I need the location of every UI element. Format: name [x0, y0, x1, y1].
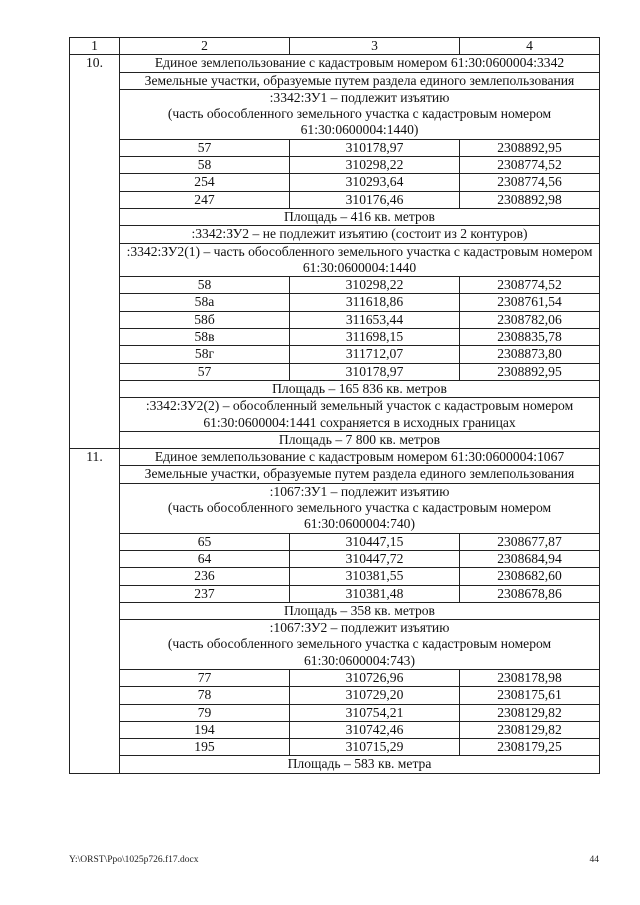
coordinate-y: 2308129,82	[460, 704, 600, 721]
description-row	[70, 243, 600, 277]
description-text: :3342:ЗУ2 – не подлежит изъятию (состоит из 2 контуров)	[120, 226, 600, 243]
description-row	[70, 431, 600, 448]
coordinate-x: 310715,29	[290, 739, 460, 756]
coordinate-y: 2308892,95	[460, 139, 600, 156]
description-row	[70, 380, 600, 397]
description-row	[70, 398, 600, 432]
coordinate-y: 2308873,80	[460, 346, 600, 363]
section-title-row	[70, 449, 600, 466]
coordinate-row	[70, 174, 600, 191]
coordinate-x: 310298,22	[290, 157, 460, 174]
point-number: 194	[120, 721, 290, 738]
description-row	[70, 72, 600, 89]
header-row	[70, 38, 600, 55]
coordinate-x: 310447,15	[290, 533, 460, 550]
coordinate-x: 311712,07	[290, 346, 460, 363]
coordinate-row	[70, 157, 600, 174]
coordinate-x: 310742,46	[290, 721, 460, 738]
point-number: 237	[120, 585, 290, 602]
section-title: Единое землепользование с кадастровым номером 61:30:0600004:3342	[120, 55, 600, 72]
coordinate-x: 310293,64	[290, 174, 460, 191]
point-number: 79	[120, 704, 290, 721]
header-col-3: 3	[290, 38, 460, 55]
coordinate-row	[70, 550, 600, 567]
coordinate-row	[70, 704, 600, 721]
coordinate-x: 310381,55	[290, 568, 460, 585]
point-number: 236	[120, 568, 290, 585]
description-row	[70, 89, 600, 139]
coordinate-row	[70, 585, 600, 602]
description-text: Земельные участки, образуемые путем раздела единого землепользования	[120, 72, 600, 89]
coordinate-y: 2308892,95	[460, 363, 600, 380]
coordinate-row	[70, 669, 600, 686]
description-row	[70, 466, 600, 483]
coordinate-x: 311698,15	[290, 329, 460, 346]
point-number: 247	[120, 191, 290, 208]
coordinates-table-body	[70, 38, 600, 774]
section-title: Единое землепользование с кадастровым номером 61:30:0600004:1067	[120, 449, 600, 466]
coordinate-y: 2308774,52	[460, 157, 600, 174]
description-row	[70, 620, 600, 670]
coordinate-x: 311653,44	[290, 311, 460, 328]
coordinate-x: 310754,21	[290, 704, 460, 721]
coordinate-y: 2308684,94	[460, 550, 600, 567]
coordinate-row	[70, 568, 600, 585]
section-number: 10.	[70, 55, 120, 449]
coordinate-y: 2308782,06	[460, 311, 600, 328]
coordinate-row	[70, 139, 600, 156]
description-row	[70, 756, 600, 773]
coordinate-x: 310178,97	[290, 139, 460, 156]
description-row	[70, 226, 600, 243]
coordinate-y: 2308774,56	[460, 174, 600, 191]
coordinate-row	[70, 721, 600, 738]
description-text: :3342:ЗУ2(2) – обособленный земельный участок с кадастровым номером 61:30:0600004:1441 сохраняется в исходных границах	[120, 398, 600, 432]
coordinate-y: 2308678,86	[460, 585, 600, 602]
description-text: Площадь – 165 836 кв. метров	[120, 380, 600, 397]
header-col-4: 4	[460, 38, 600, 55]
coordinate-y: 2308677,87	[460, 533, 600, 550]
point-number: 64	[120, 550, 290, 567]
section-number: 11.	[70, 449, 120, 774]
coordinate-x: 310447,72	[290, 550, 460, 567]
coordinate-row	[70, 687, 600, 704]
coordinate-x: 310178,97	[290, 363, 460, 380]
point-number: 58а	[120, 294, 290, 311]
section-title-row	[70, 55, 600, 72]
coordinate-x: 310381,48	[290, 585, 460, 602]
point-number: 58в	[120, 329, 290, 346]
coordinate-y: 2308175,61	[460, 687, 600, 704]
coordinate-row	[70, 363, 600, 380]
description-text: Площадь – 358 кв. метров	[120, 602, 600, 619]
description-text: Земельные участки, образуемые путем раздела единого землепользования	[120, 466, 600, 483]
description-text: :1067:ЗУ1 – подлежит изъятию (часть обособленного земельного участка с кадастровым номером 61:30:0600004:740)	[120, 483, 600, 533]
footer-file-path: Y:\ORST\Ppo\1025p726.f17.docx	[69, 855, 199, 865]
description-text: :3342:ЗУ1 – подлежит изъятию (часть обособленного земельного участка с кадастровым номером 61:30:0600004:1440)	[120, 89, 600, 139]
coordinate-x: 310729,20	[290, 687, 460, 704]
description-row	[70, 602, 600, 619]
coordinate-row	[70, 533, 600, 550]
coordinate-x: 310176,46	[290, 191, 460, 208]
coordinate-row	[70, 311, 600, 328]
description-row	[70, 483, 600, 533]
coordinate-x: 310726,96	[290, 669, 460, 686]
coordinate-y: 2308835,78	[460, 329, 600, 346]
point-number: 57	[120, 139, 290, 156]
description-row	[70, 208, 600, 225]
coordinate-row	[70, 329, 600, 346]
coordinate-x: 311618,86	[290, 294, 460, 311]
coordinate-y: 2308892,98	[460, 191, 600, 208]
header-col-1: 1	[70, 38, 120, 55]
description-text: Площадь – 583 кв. метра	[120, 756, 600, 773]
coordinate-row	[70, 346, 600, 363]
footer-page-number: 44	[589, 855, 599, 865]
coordinates-table	[69, 37, 600, 774]
coordinate-y: 2308129,82	[460, 721, 600, 738]
coordinate-row	[70, 294, 600, 311]
coordinate-row	[70, 277, 600, 294]
point-number: 58г	[120, 346, 290, 363]
description-text: Площадь – 416 кв. метров	[120, 208, 600, 225]
point-number: 77	[120, 669, 290, 686]
header-col-2: 2	[120, 38, 290, 55]
point-number: 58б	[120, 311, 290, 328]
coordinate-y: 2308682,60	[460, 568, 600, 585]
description-text: :1067:ЗУ2 – подлежит изъятию (часть обособленного земельного участка с кадастровым номером 61:30:0600004:743)	[120, 620, 600, 670]
coordinate-row	[70, 739, 600, 756]
coordinate-y: 2308774,52	[460, 277, 600, 294]
point-number: 58	[120, 277, 290, 294]
point-number: 254	[120, 174, 290, 191]
coordinate-y: 2308178,98	[460, 669, 600, 686]
coordinate-row	[70, 191, 600, 208]
coordinate-y: 2308761,54	[460, 294, 600, 311]
point-number: 65	[120, 533, 290, 550]
coordinate-y: 2308179,25	[460, 739, 600, 756]
description-text: :3342:ЗУ2(1) – часть обособленного земельного участка с кадастровым номером 61:30:0600004:1440	[120, 243, 600, 277]
point-number: 57	[120, 363, 290, 380]
point-number: 58	[120, 157, 290, 174]
point-number: 195	[120, 739, 290, 756]
coordinate-x: 310298,22	[290, 277, 460, 294]
description-text: Площадь – 7 800 кв. метров	[120, 431, 600, 448]
point-number: 78	[120, 687, 290, 704]
